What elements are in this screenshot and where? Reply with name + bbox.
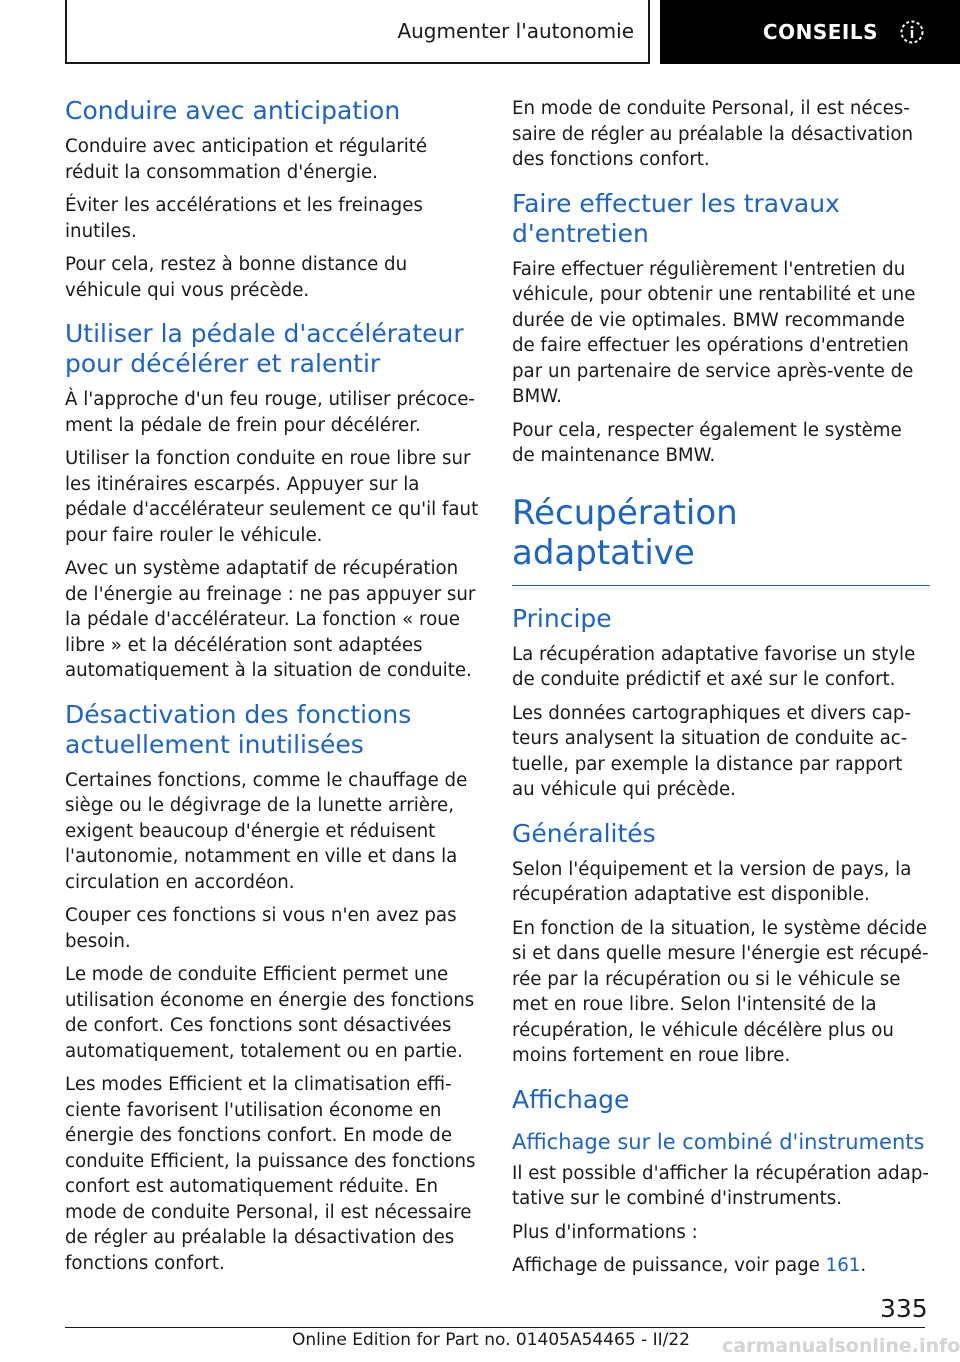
header-category-title: CONSEILS	[762, 20, 878, 44]
paragraph: En fonction de la situation, le système décide si et dans quelle mesure l'énergie est récupérée par la récupération ou si le véhicule se met en roue libre. Selon l'intensité de la récupération, le véhicule décélère plus ou moins fortement en roue libre.	[512, 917, 929, 1066]
page-link-161[interactable]: 161	[825, 1255, 861, 1276]
right-column	[512, 96, 930, 1287]
heading-affichage: Affichage	[512, 1084, 630, 1114]
heading-generalites: Généralités	[512, 818, 656, 848]
header-section	[65, 0, 650, 64]
paragraph: Avec un système adaptatif de récupération de l'énergie au freinage : ne pas appuyer sur la pédale d'accélérateur. La fonction « roue libre » et la décélération sont adaptées automatiquement à la situation de conduite.	[65, 558, 476, 681]
paragraph: Certaines fonctions, comme le chauffage de siège ou le dégivrage de la lunette arrière, exigent beaucoup d'énergie et réduisent l'autonomie, notamment en ville et dans la circulation en accordéon.	[65, 769, 468, 893]
header-section-title: Augmenter l'autonomie	[397, 19, 634, 43]
paragraph: Il est possible d'afficher la récupération adaptative sur le combiné d'instruments.	[512, 1162, 929, 1209]
paragraph: À l'approche d'un feu rouge, utiliser précocement la pédale de frein pour décélérer.	[65, 389, 475, 436]
footer-edition: Online Edition for Part no. 01405A54465 - II/22	[291, 1330, 690, 1350]
page-number: 335	[880, 1294, 928, 1323]
paragraph: Éviter les accélérations et les freinages inutiles.	[65, 195, 423, 242]
left-column	[65, 96, 480, 1284]
footer-divider	[65, 1327, 925, 1328]
heading-recuperation-adaptative: Récupération adaptative	[512, 493, 930, 586]
info-icon	[900, 20, 924, 44]
heading-desactivation-fonctions: Désactivation des fonctions actuellement inutilisées	[65, 699, 412, 759]
heading-principe: Principe	[512, 603, 612, 633]
heading-travaux-entretien: Faire effectuer les travaux d'entretien	[512, 188, 840, 248]
paragraph: Les modes Efficient et la climatisation efficiente favorisent l'utilisation économe en énergie des fonctions confort. En mode de conduite Efficient, la puissance des fonctions confort est automatiquement réduite. En mode de conduite Personal, il est nécessaire de régler au préalable la désactivation des fonctions confort.	[65, 1074, 476, 1274]
paragraph: Pour cela, restez à bonne distance du véhicule qui vous précède.	[65, 254, 408, 301]
paragraph: En mode de conduite Personal, il est nécessaire de régler au préalable la désactivation des fonctions confort.	[512, 98, 913, 170]
paragraph: La récupération adaptative favorise un style de conduite prédictif et axé sur le confort.	[512, 643, 916, 690]
watermark: carmanualsonline.info	[722, 1335, 960, 1357]
heading-conduire-anticipation: Conduire avec anticipation	[65, 96, 401, 125]
heading-affichage-combine: Affichage sur le combiné d'instruments	[512, 1129, 925, 1154]
paragraph: Utiliser la fonction conduite en roue libre sur les itinéraires escarpés. Appuyer sur la pédale d'accélérateur seulement ce qu'il faut pour faire rouler le véhicule.	[65, 448, 479, 546]
paragraph: Couper ces fonctions si vous n'en avez pas besoin.	[65, 905, 457, 952]
paragraph-page-reference	[512, 1253, 930, 1279]
heading-pedale-accelerateur: Utiliser la pédale d'accélérateur pour décélérer et ralentir	[65, 319, 464, 378]
paragraph: Faire effectuer régulièrement l'entretien du véhicule, pour obtenir une rentabilité et une durée de vie optimales. BMW recommande de faire effectuer les opérations d'entretien par un partenaire de service après-vente de BMW.	[512, 258, 916, 407]
paragraph: Plus d'informations :	[512, 1221, 698, 1243]
header-category	[660, 0, 960, 64]
paragraph: Pour cela, respecter également le système de maintenance BMW.	[512, 419, 902, 466]
paragraph: Selon l'équipement et la version de pays, la récupération adaptative est disponible.	[512, 858, 912, 905]
paragraph: Le mode de conduite Efficient permet une utilisation économe en énergie des fonctions de confort. Ces fonctions sont désactivées automatiquement, totalement ou en partie.	[65, 964, 475, 1062]
paragraph: Conduire avec anticipation et régularité réduit la consommation d'énergie.	[65, 136, 428, 183]
reference-text: Affichage de puissance, voir page	[512, 1255, 826, 1276]
reference-end: .	[860, 1255, 867, 1276]
paragraph: Les données cartographiques et divers capteurs analysent la situation de conduite actuelle, par exemple la distance par rapport au véhicule qui précède.	[512, 702, 911, 800]
